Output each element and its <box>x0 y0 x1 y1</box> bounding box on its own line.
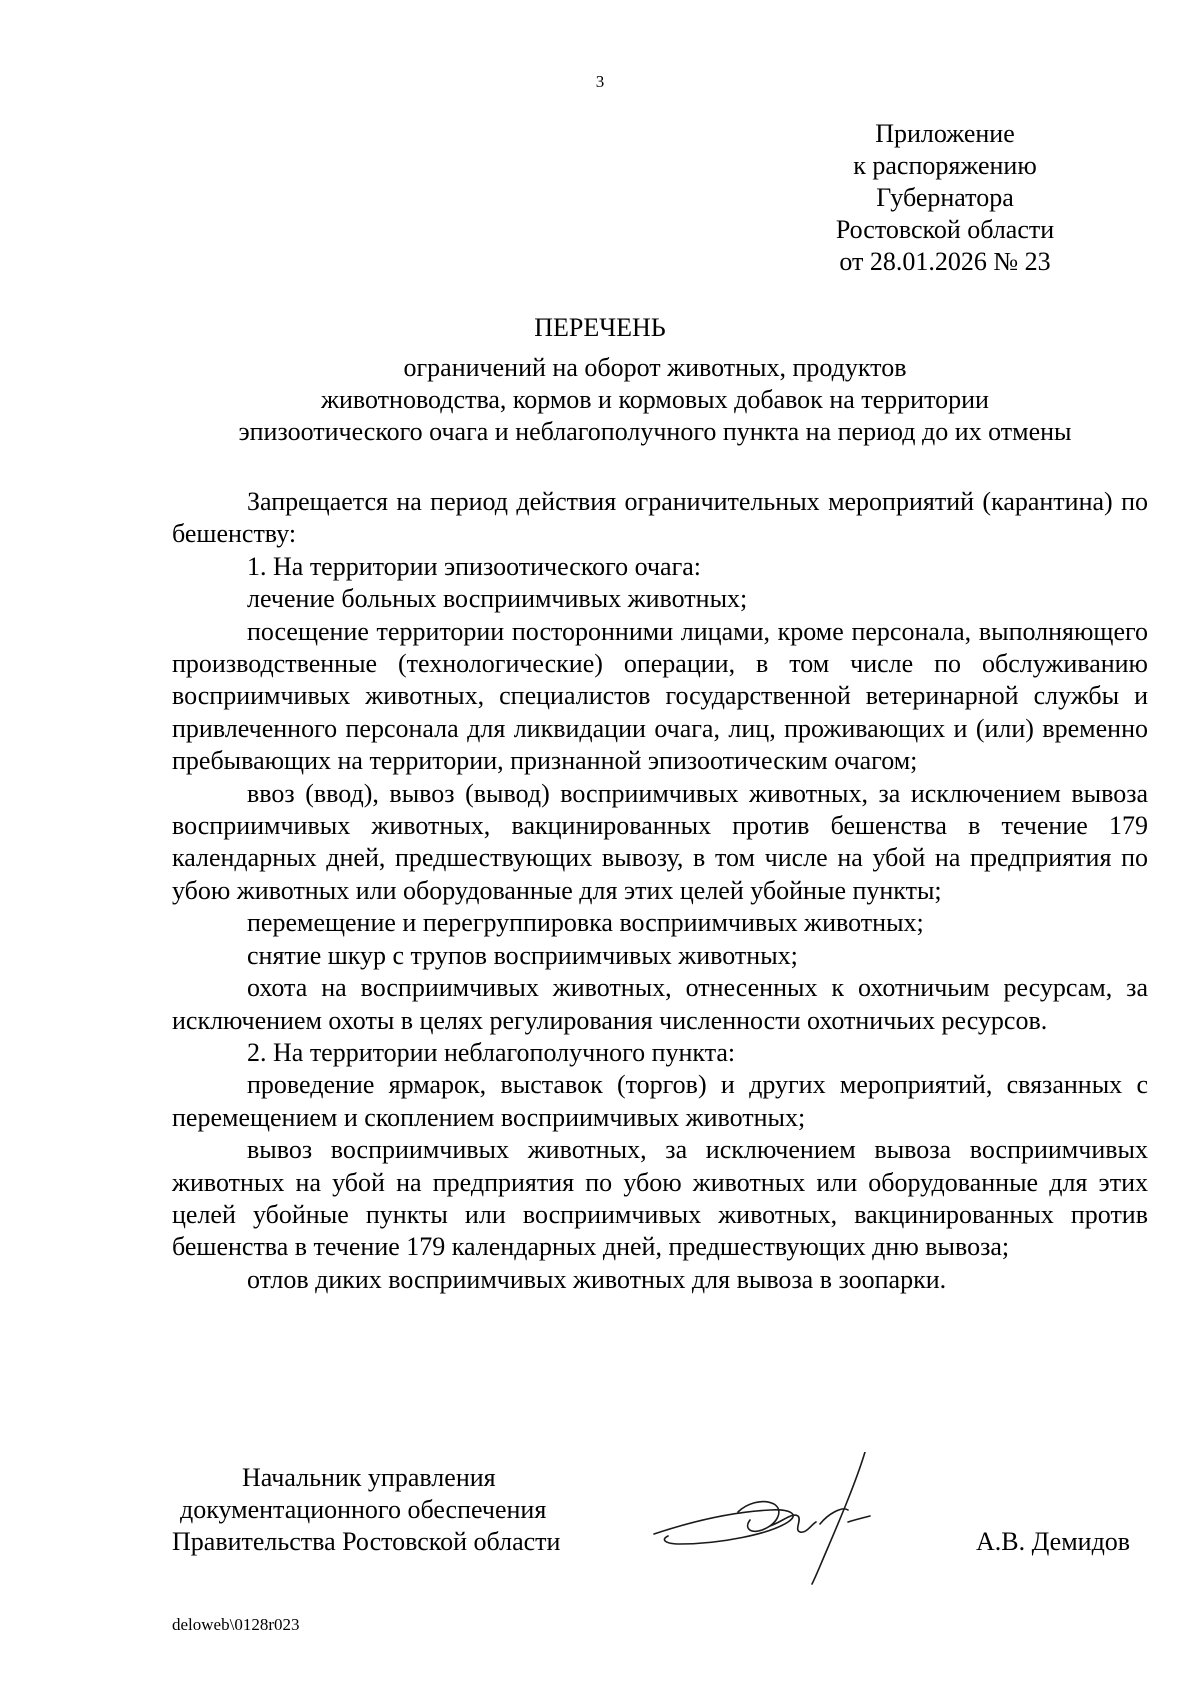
body-paragraph: охота на восприимчивых животных, отнесенных к охотничьим ресурсам, за исключением охоты в целях регулирования численности охотничьих ресурсов. <box>172 973 1148 1035</box>
appendix-line: Ростовской области <box>835 215 1055 244</box>
body-paragraph: отлов диких восприимчивых животных для вывоза в зоопарки. <box>247 1264 947 1294</box>
body-paragraph: вывоз восприимчивых животных, за исключением вывоза восприимчивых животных на убой на предприятия по убою животных или оборудованные для этих целей убойные пункты или восприимчивых животных, вакцинированных против бешенства в течение 179 календарных дней, предшествующих дню вывоза; <box>172 1135 1148 1262</box>
document-code: deloweb\0128r023 <box>172 1615 300 1634</box>
appendix-line: Приложение <box>875 119 1015 148</box>
body-paragraph: снятие шкур с трупов восприимчивых животных; <box>247 940 798 970</box>
body-paragraph: ввоз (ввод), вывоз (вывод) восприимчивых животных, за исключением вывоза восприимчивых животных, вакцинированных против бешенства в течение 179 календарных дней, предшествующих вывозу, в том числе на убой на предприятия по убою животных или оборудованные для этих целей убойные пункты; <box>172 778 1148 905</box>
signatory-position <box>172 1462 612 1558</box>
subtitle-line: животноводства, кормов и кормовых добавок на территории <box>321 385 989 414</box>
position-line: документационного обеспечения <box>180 1495 547 1524</box>
appendix-line: от 28.01.2026 № 23 <box>839 247 1051 276</box>
page-number: 3 <box>595 72 605 91</box>
appendix-line: к распоряжению <box>853 151 1037 180</box>
subtitle-line: эпизоотического очага и неблагополучного пункта на период до их отмены <box>238 417 1072 446</box>
appendix-block <box>795 118 1095 278</box>
body-paragraph: проведение ярмарок, выставок (торгов) и других мероприятий, связанных с перемещением и скоплением восприимчивых животных; <box>172 1070 1148 1132</box>
body-paragraph: Запрещается на период действия ограничительных мероприятий (карантина) по бешенству: <box>172 487 1148 549</box>
document-body <box>172 486 1148 1296</box>
signer-name: А.В. Демидов <box>976 1527 1131 1556</box>
document-subtitle <box>160 352 1150 448</box>
body-paragraph: посещение территории посторонними лицами, кроме персонала, выполняющего производственные (технологические) операции, в том числе по обслуживанию восприимчивых животных, специалистов государственной ветеринарной службы и привлеченного персонала для ликвидации очага, лиц, проживающих и (или) временно пребывающих на территории, признанной эпизоотическим очагом; <box>172 616 1148 776</box>
subtitle-line: ограничений на оборот животных, продуктов <box>403 353 907 382</box>
body-paragraph: перемещение и перегруппировка восприимчивых животных; <box>247 908 924 938</box>
section-heading: 1. На территории эпизоотического очага: <box>247 551 702 581</box>
section-heading: 2. На территории неблагополучного пункта: <box>247 1037 736 1067</box>
position-line: Начальник управления <box>242 1463 496 1492</box>
document-title: ПЕРЕЧЕНЬ <box>534 313 666 342</box>
position-line: Правительства Ростовской области <box>172 1527 561 1556</box>
handwritten-signature <box>650 1452 940 1592</box>
appendix-line: Губернатора <box>876 183 1014 212</box>
body-paragraph: лечение больных восприимчивых животных; <box>247 584 748 614</box>
